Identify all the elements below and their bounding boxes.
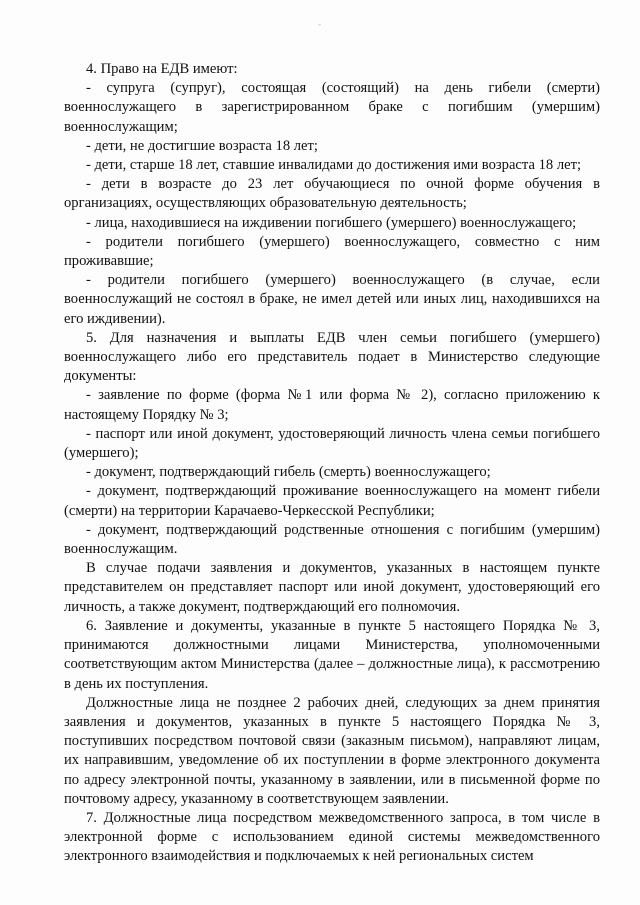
section-4-item-7: - родители погибшего (умершего) военнослужащего (в случае, если военнослужащий не состоял в браке, не имел детей или иных лиц, находившихся на его иждивении).: [64, 272, 600, 327]
section-4-item-4: - дети в возрасте до 23 лет обучающиеся по очной форме обучения в организациях, осуществляющих образовательную деятельность;: [64, 176, 600, 212]
section-5-intro: 5. Для назначения и выплаты ЕДВ член семьи погибшего (умершего) военнослужащего либо его представитель подает в Министерство следующие документы:: [64, 329, 600, 385]
page-number-mark: -: [318, 20, 322, 30]
section-5-item-4: - документ, подтверждающий проживание военнослужащего на момент гибели (смерти) на территории Карачаево-Черкесской Республики;: [64, 483, 600, 519]
section-4-item-1: - супруга (супруг), состоящая (состоящий) на день гибели (смерти) военнослужащего в зарегистрированном браке с погибшим (умершим) военнослужащим;: [64, 80, 600, 135]
section-4-item-2: - дети, не достигшие возраста 18 лет;: [86, 137, 318, 154]
section-4-item-3: - дети, старше 18 лет, ставшие инвалидами до достижения ими возраста 18 лет;: [86, 157, 582, 174]
document-body: [64, 60, 600, 867]
section-5-item-1: - заявление по форме (форма №1 или форма № 2), согласно приложению к настоящему Порядку № 3;: [64, 387, 600, 423]
section-4-item-6: - родители погибшего (умершего) военнослужащего, совместно с ним проживавшие;: [64, 233, 600, 270]
section-5-item-2: - паспорт или иной документ, удостоверяющий личность члена семьи погибшего (умершего);: [64, 425, 600, 462]
section-4-heading: 4. Право на ЕДВ имеют:: [86, 61, 238, 77]
section-6-officials: Должностные лица не позднее 2 рабочих дней, следующих за днем принятия заявления и документов, указанных в пункте 5 настоящего Порядка № 3, поступивших посредством почтовой связи (заказным письмом), направляют лицам, их направившим, уведомление об их поступлении в форме электронного документа по адресу электронной почты, указанному в заявлении, или в письменной форме по почтовому адресу, указанному в соответствующем заявлении.: [64, 694, 600, 807]
section-5-item-3: - документ, подтверждающий гибель (смерть) военнослужащего;: [86, 464, 491, 481]
section-5-item-5: - документ, подтверждающий родственные отношения с погибшим (умершим) военнослужащим.: [64, 521, 600, 558]
section-4-item-5: - лица, находившиеся на иждивении погибшего (умершего) военнослужащего;: [86, 214, 577, 231]
section-7-text: 7. Должностные лица посредством межведомственного запроса, в том числе в электронной форме с использованием единой системы межведомственного электронного взаимодействия и подключаемых к ней региональных систем: [64, 809, 600, 865]
section-6-text: 6. Заявление и документы, указанные в пункте 5 настоящего Порядка № 3, принимаются должностными лицами Министерства, уполномоченными соответствующим актом Министерства (далее – должностные лица), к рассмотрению в день их поступления.: [64, 617, 600, 692]
section-5-representative: В случае подачи заявления и документов, указанных в настоящем пункте представителем он представляет паспорт или иной документ, удостоверяющий его личность, а также документ, подтверждающий его полномочия.: [64, 560, 600, 615]
